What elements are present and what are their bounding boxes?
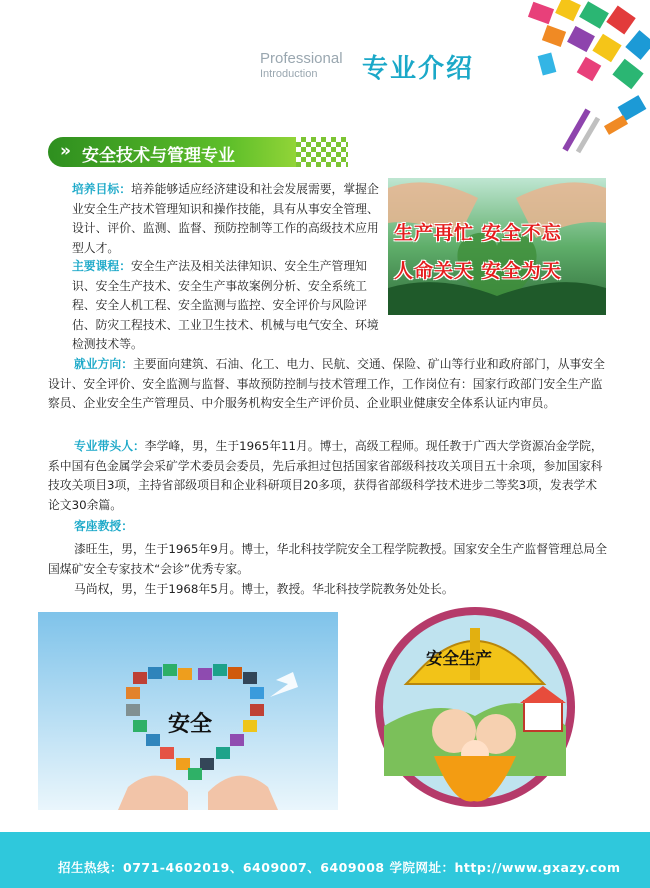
slogan-line-2: 人命关天 安全为天 [394,260,562,282]
program-leader [48,437,608,515]
training-goal-text: 培养能够适应经济建设和社会发展需要，掌握企业安全生产技术管理知识和操作技能，具有从事安全管理、设计、评价、监测、监督、预防控制等工作的高级技术应用型人才。 [72,182,379,255]
slogan-photo-art [388,178,606,315]
training-goal [72,180,382,258]
slogan-line-1: 生产再忙 安全不忘 [394,222,562,244]
main-courses [72,257,382,355]
visiting-prof-1 [48,540,608,579]
header-en-line1: Professional [260,50,343,67]
heart-text: 安全 [168,712,213,737]
employment-label: 就业方向： [74,357,133,371]
double-chevron-icon: » [60,141,71,161]
leader-label: 专业带头人： [74,439,145,453]
header-en-line2: Introduction [260,68,318,80]
footer-contact: 招生热线：0771-4602019、6409007、6409008 学院网址：http://www.gxazy.com [58,860,621,875]
leader-text: 李学峰，男，生于1965年11月。博士，高级工程师。现任教于广西大学资源冶金学院，系中国有色金属学会采矿学术委员会委员，先后承担过包括国家省部级科技攻关项目五十余项，参加国家科技攻关项目3项，主持省部级项目和企业科研项目20多项，获得省部级科学技术进步二等奖3项，发表学术论文30余篇。 [48,439,603,512]
section-banner [48,137,348,167]
slogan-photo [388,178,606,315]
visiting-label-wrap [74,517,133,537]
page-title: 专业介绍 [362,54,475,84]
safety-heart-image [38,612,338,810]
main-courses-text: 安全生产法及相关法律知识、安全生产管理知识、安全生产技术、安全生产事故案例分析、安全系统工程、安全人机工程、安全监测与监控、安全评价与风险评估、防灾工程技术、工业卫生技术、机械与电气安全、环境检测技术等。 [72,259,379,351]
section-title: 安全技术与管理专业 [82,146,235,166]
safety-production-badge [374,606,576,808]
visiting-prof-1-text: 漆旺生，男，生于1965年9月。博士，华北科技学院安全工程学院教授。国家安全生产监督管理总局全国煤矿安全专家技术“会诊”优秀专家。 [48,542,607,576]
badge-art [374,606,576,808]
visiting-prof-2: 马尚权，男，生于1968年5月。博士，教授。华北科技学院教务处处长。 [74,582,454,596]
helmet-text: 安全生产 [426,649,492,668]
employment [48,355,608,414]
decorative-tiles [470,0,650,160]
visiting-label: 客座教授： [74,519,133,533]
main-courses-label: 主要课程： [72,259,131,273]
training-goal-label: 培养目标： [72,182,131,196]
employment-text: 主要面向建筑、石油、化工、电力、民航、交通、保险、矿山等行业和政府部门，从事安全设计、安全评价、安全监测与监督、事故预防控制与技术管理工作，工作岗位有：国家行政部门安全生产监察员、企业安全生产管理员、中介服务机构安全生产评价员、企业职业健康安全体系认证内审员。 [48,357,605,410]
banner-checker-pattern [296,137,348,167]
